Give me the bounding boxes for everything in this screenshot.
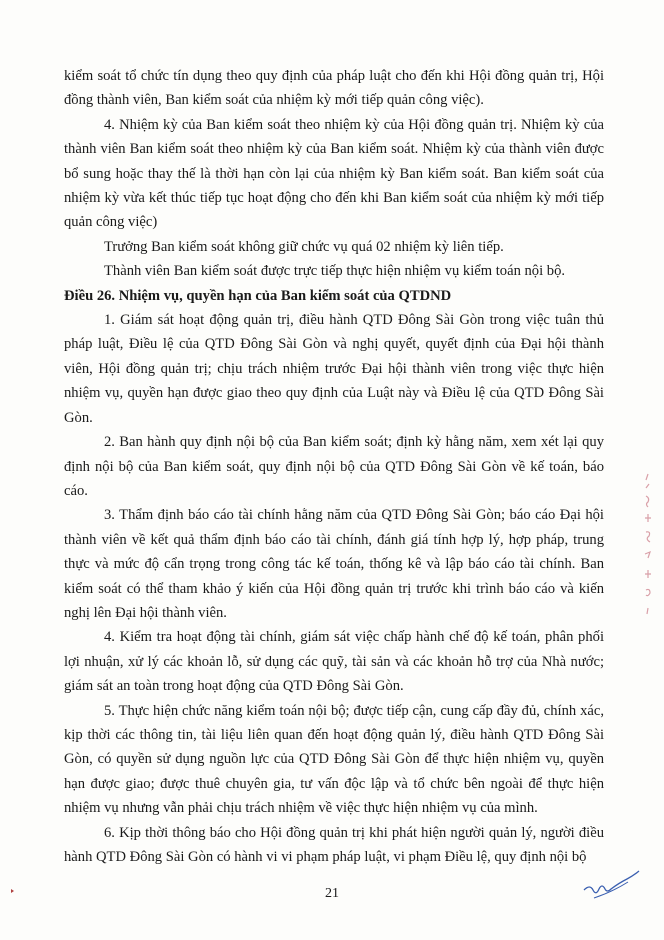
article-26-item-6: 6. Kịp thời thông báo cho Hội đồng quản trị khi phát hiện người quản lý, người điều hành QTD Đông Sài Gòn có hành vi vi phạm pháp luật, vi phạm Điều lệ, quy định nội bộ (64, 824, 604, 865)
article-26-item-4: 4. Kiểm tra hoạt động tài chính, giám sát việc chấp hành chế độ kế toán, phân phối lợi nhuận, xử lý các khoản lỗ, sử dụng các quỹ, tài sản và các khoản hỗ trợ của Nhà nước; giám sát an toàn trong hoạt động của QTD Đông Sài Gòn. (64, 629, 604, 695)
signature-mark (582, 868, 642, 908)
paragraph-term-of-office: 4. Nhiệm kỳ của Ban kiểm soát theo nhiệm kỳ của Hội đồng quản trị. Nhiệm kỳ của thành viên Ban kiểm soát theo nhiệm kỳ của Ban kiểm soát. Nhiệm kỳ của thành viên được bổ sung hoặc thay thế là thời hạn còn lại của nhiệm kỳ Ban kiểm soát. Ban kiểm soát của nhiệm kỳ vừa kết thúc tiếp tục hoạt động cho đến khi Ban kiểm soát của nhiệm kỳ mới tiếp quản công việc) (64, 116, 604, 231)
page-number: 21 (325, 886, 339, 901)
article-26-item-5: 5. Thực hiện chức năng kiểm toán nội bộ; được tiếp cận, cung cấp đầy đủ, chính xác, kịp thời các thông tin, tài liệu liên quan đến hoạt động quản lý, điều hành QTD Đông Sài Gòn, có quyền sử dụng nguồn lực của QTD Đông Sài Gòn để thực hiện nhiệm vụ, quyền hạn được giao; được thuê chuyên gia, tư vấn độc lập và tổ chức bên ngoài để thực hiện nhiệm vụ nhưng vẫn phải chịu trách nhiệm về việc thực hiện nhiệm vụ của mình. (64, 702, 604, 817)
margin-stamp-mark (636, 470, 660, 620)
article-26-item-1: 1. Giám sát hoạt động quản trị, điều hành QTD Đông Sài Gòn trong việc tuân thủ pháp luật, Điều lệ của QTD Đông Sài Gòn và nghị quyết, quyết định của Đại hội thành viên, Hội đồng quản trị; chịu trách nhiệm trước Đại hội thành viên trong việc thực hiện nhiệm vụ, quyền hạn được giao theo quy định của Luật này và Điều lệ của QTD Đông Sài Gòn. (64, 312, 604, 426)
article-26-heading: Điều 26. Nhiệm vụ, quyền hạn của Ban kiểm soát của QTDND (64, 287, 452, 304)
article-26-item-2: 2. Ban hành quy định nội bộ của Ban kiểm soát; định kỳ hằng năm, xem xét lại quy định nội bộ của Ban kiểm soát, quy định nội bộ của QTD Đông Sài Gòn về kế toán, báo cáo. (64, 434, 604, 499)
document-body (64, 64, 604, 869)
margin-dot-mark (10, 888, 16, 894)
paragraph-head-limit: Trưởng Ban kiểm soát không giữ chức vụ quá 02 nhiệm kỳ liên tiếp. (104, 238, 504, 255)
paragraph-member-audit: Thành viên Ban kiểm soát được trực tiếp thực hiện nhiệm vụ kiểm toán nội bộ. (104, 263, 566, 280)
paragraph-continuation: kiểm soát tổ chức tín dụng theo quy định của pháp luật cho đến khi Hội đồng quản trị, Hội đồng thành viên, Ban kiểm soát của nhiệm kỳ mới tiếp quản công việc). (64, 68, 604, 109)
article-26-item-3: 3. Thẩm định báo cáo tài chính hằng năm của QTD Đông Sài Gòn; báo cáo Đại hội thành viên về kết quả thẩm định báo cáo tài chính, đánh giá tính hợp lý, hợp pháp, trung thực và mức độ cẩn trọng trong công tác kế toán, thống kê và lập báo cáo tài chính. Ban kiểm soát có thể tham khảo ý kiến của Hội đồng quản trị trước khi trình báo cáo và kiến nghị lên Đại hội thành viên. (64, 507, 604, 621)
